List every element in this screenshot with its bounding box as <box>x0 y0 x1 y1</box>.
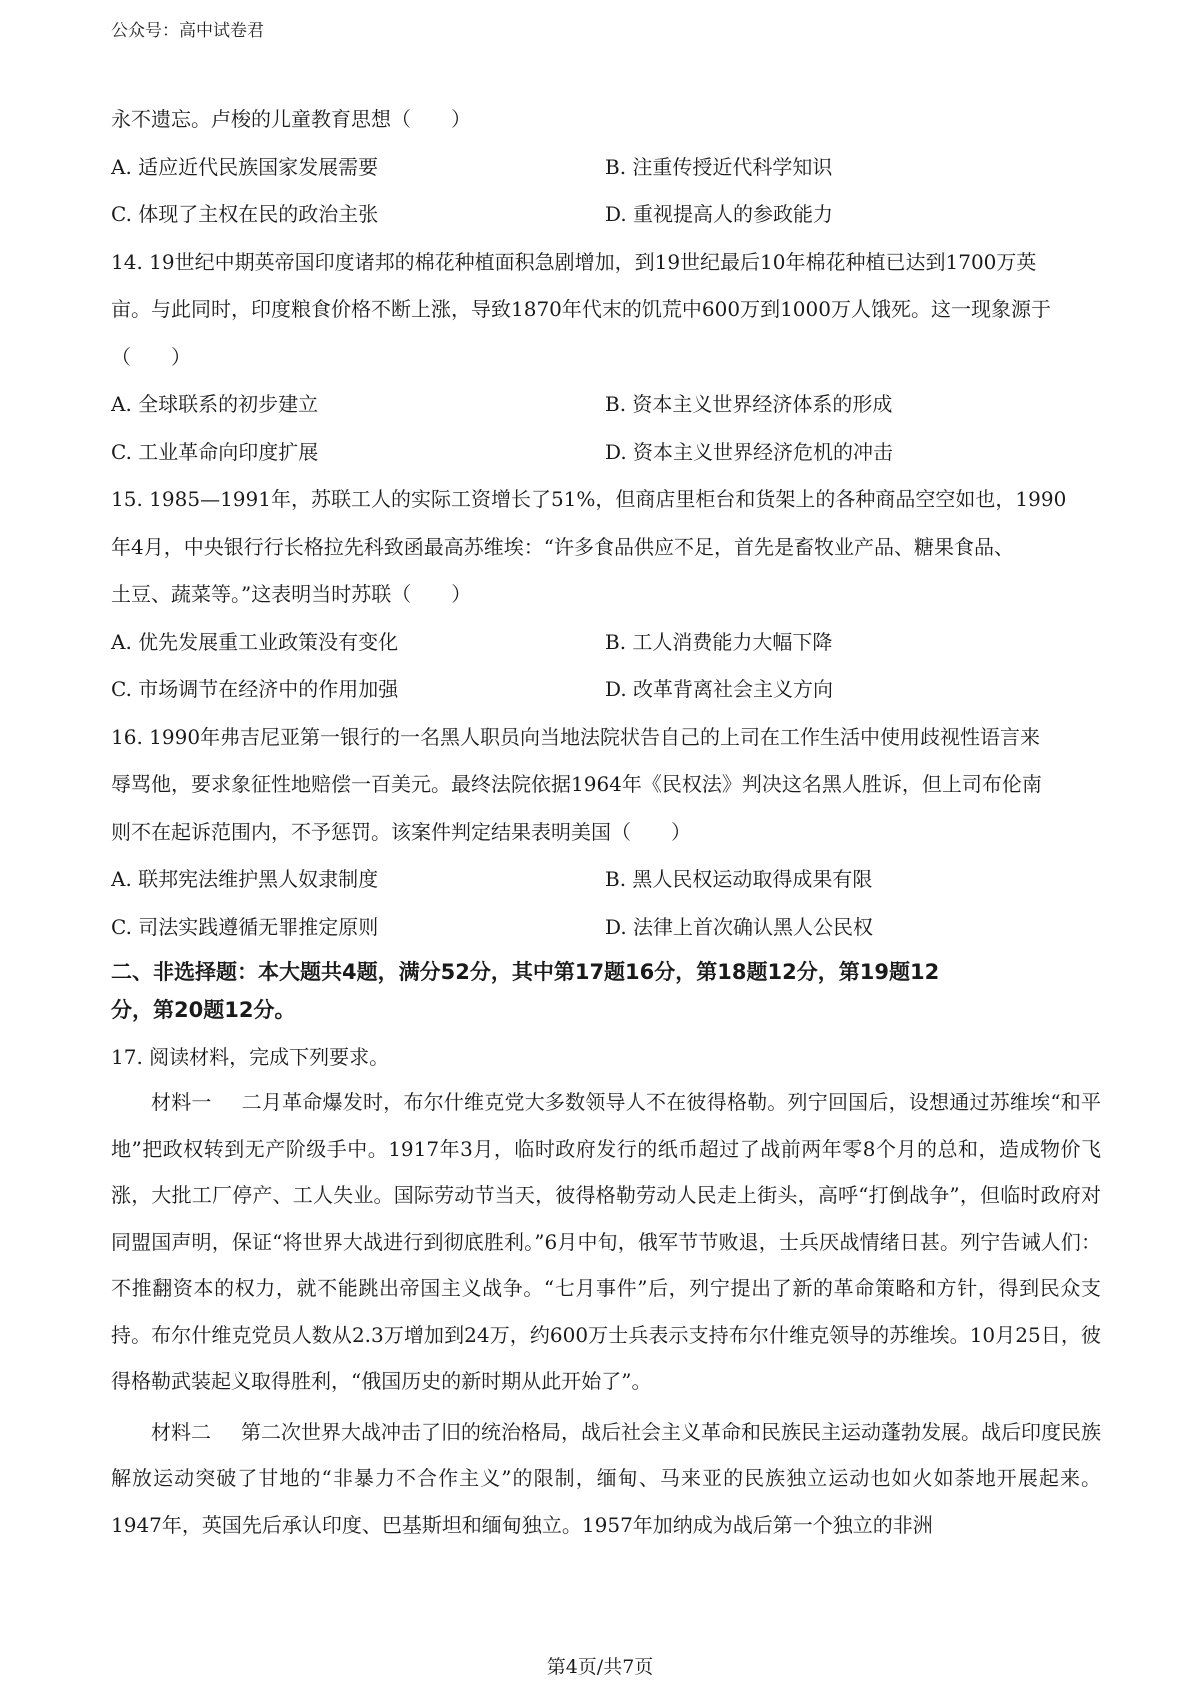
section-2-heading <box>111 955 1101 1027</box>
section-2-title-line-2: 分，第20题12分。 <box>111 998 296 1022</box>
question-14-options-row-1 <box>111 381 1101 429</box>
material-2 <box>111 1409 1101 1549</box>
question-13-option-c[interactable]: C. 体现了主权在民的政治主张 <box>111 202 379 226</box>
question-17 <box>111 1039 1101 1548</box>
question-14-options-row-2 <box>111 429 1101 477</box>
question-15-option-d[interactable]: D. 改革背离社会主义方向 <box>605 677 834 701</box>
question-16-option-a[interactable]: A. 联邦宪法维护黑人奴隶制度 <box>111 867 379 891</box>
question-15-option-a[interactable]: A. 优先发展重工业政策没有变化 <box>111 629 399 654</box>
question-16-stem-line-2: 辱骂他，要求象征性地赔偿一百美元。最终法院依据1964年《民权法》判决这名黑人胜诉，但上司布伦南 <box>111 772 1042 796</box>
question-14-stem-line-2: 亩。与此同时，印度粮食价格不断上涨，导致1870年代末的饥荒中600万到1000万人饿死。这一现象源于 <box>111 297 1051 321</box>
material-2-label: 材料二 <box>151 1419 211 1444</box>
question-13-options-row-1 <box>111 144 1101 192</box>
question-16-option-b[interactable]: B. 黑人民权运动取得成果有限 <box>605 867 873 891</box>
question-14-option-a[interactable]: A. 全球联系的初步建立 <box>111 392 319 416</box>
question-16-option-d[interactable]: D. 法律上首次确认黑人公民权 <box>605 914 874 939</box>
question-15-stem-line-3: 土豆、蔬菜等。”这表明当时苏联（ ） <box>111 582 472 606</box>
question-15-option-b[interactable]: B. 工人消费能力大幅下降 <box>605 629 833 654</box>
question-13-stem: 永不遗忘。卢梭的儿童教育思想（ ） <box>111 107 471 131</box>
question-13-options-row-2 <box>111 191 1101 239</box>
question-17-stem: 17. 阅读材料，完成下列要求。 <box>111 1045 390 1069</box>
question-14-stem-line-1: 14. 19世纪中期英帝国印度诸邦的棉花种植面积急剧增加，到19世纪最后10年棉花种植已达到1700万英 <box>111 249 1037 274</box>
question-15-stem-line-2: 年4月，中央银行行长格拉先科致函最高苏维埃：“许多食品供应不足，首先是畜牧业产品、糖果食品、 <box>111 534 1014 559</box>
material-1 <box>111 1079 1101 1405</box>
section-2-title-line-1: 二、非选择题：本大题共4题，满分52分，其中第17题16分，第18题12分，第19题12 <box>111 960 940 984</box>
material-1-text: 二月革命爆发时，布尔什维克党大多数领导人不在彼得格勒。列宁回国后，设想通过苏维埃“和平地”把政权转到无产阶级手中。1917年3月，临时政府发行的纸币超过了战前两年零8个月的总和，造成物价飞涨，大批工厂停产、工人失业。国际劳动节当天，彼得格勒劳动人民走上街头，高呼“打倒战争”，但临时政府对同盟国声明，保证“将世界大战进行到彻底胜利。”6月中旬，俄军节节败退，士兵厌战情绪日甚。列宁告诫人们：不推翻资本的权力，就不能跳出帝国主义战争。“七月事件”后，列宁提出了新的革命策略和方针，得到民众支持。布尔什维克党员人数从2.3万增加到24万，约600万士兵表示支持布尔什维克领导的苏维埃。10月25日，彼得格勒武装起义取得胜利，“俄国历史的新时期从此开始了”。 <box>111 1090 1101 1393</box>
question-15-options-row-1 <box>111 619 1101 667</box>
question-16 <box>111 714 1101 952</box>
material-2-text: 第二次世界大战冲击了旧的统治格局，战后社会主义革命和民族民主运动蓬勃发展。战后印度民族解放运动突破了甘地的“非暴力不合作主义”的限制，缅甸、马来亚的民族独立运动也如火如荼地开展起来。1947年，英国先后承认印度、巴基斯坦和缅甸独立。1957年加纳成为战后第一个独立的非洲 <box>111 1419 1101 1537</box>
question-13-option-d[interactable]: D. 重视提高人的参政能力 <box>605 202 834 226</box>
question-16-stem-line-3: 则不在起诉范围内，不予惩罚。该案件判定结果表明美国（ ） <box>111 819 691 844</box>
question-15-option-c[interactable]: C. 市场调节在经济中的作用加强 <box>111 677 399 701</box>
question-16-stem-line-1: 16. 1990年弗吉尼亚第一银行的一名黑人职员向当地法院状告自己的上司在工作生活中使用歧视性语言来 <box>111 724 1041 749</box>
material-1-label: 材料一 <box>151 1090 212 1114</box>
question-16-options-row-1 <box>111 856 1101 904</box>
question-14-option-c[interactable]: C. 工业革命向印度扩展 <box>111 439 319 464</box>
question-16-option-c[interactable]: C. 司法实践遵循无罪推定原则 <box>111 914 379 939</box>
question-14 <box>111 239 1101 477</box>
page-number: 第4页/共7页 <box>546 1656 654 1678</box>
question-15-options-row-2 <box>111 666 1101 714</box>
question-13 <box>111 96 1101 239</box>
question-13-option-b[interactable]: B. 注重传授近代科学知识 <box>605 154 833 179</box>
question-14-stem-line-3: （ ） <box>111 344 191 369</box>
question-14-option-b[interactable]: B. 资本主义世界经济体系的形成 <box>605 392 893 416</box>
page-header: 公众号：高中试卷君 <box>111 21 264 41</box>
document-body <box>111 96 1101 1548</box>
question-15 <box>111 476 1101 714</box>
question-15-stem-line-1: 15. 1985—1991年，苏联工人的实际工资增长了51%，但商店里柜台和货架上的各种商品空空如也，1990 <box>111 487 1067 511</box>
question-13-option-a[interactable]: A. 适应近代民族国家发展需要 <box>111 154 379 179</box>
question-14-option-d[interactable]: D. 资本主义世界经济危机的冲击 <box>605 439 894 464</box>
question-16-options-row-2 <box>111 904 1101 952</box>
